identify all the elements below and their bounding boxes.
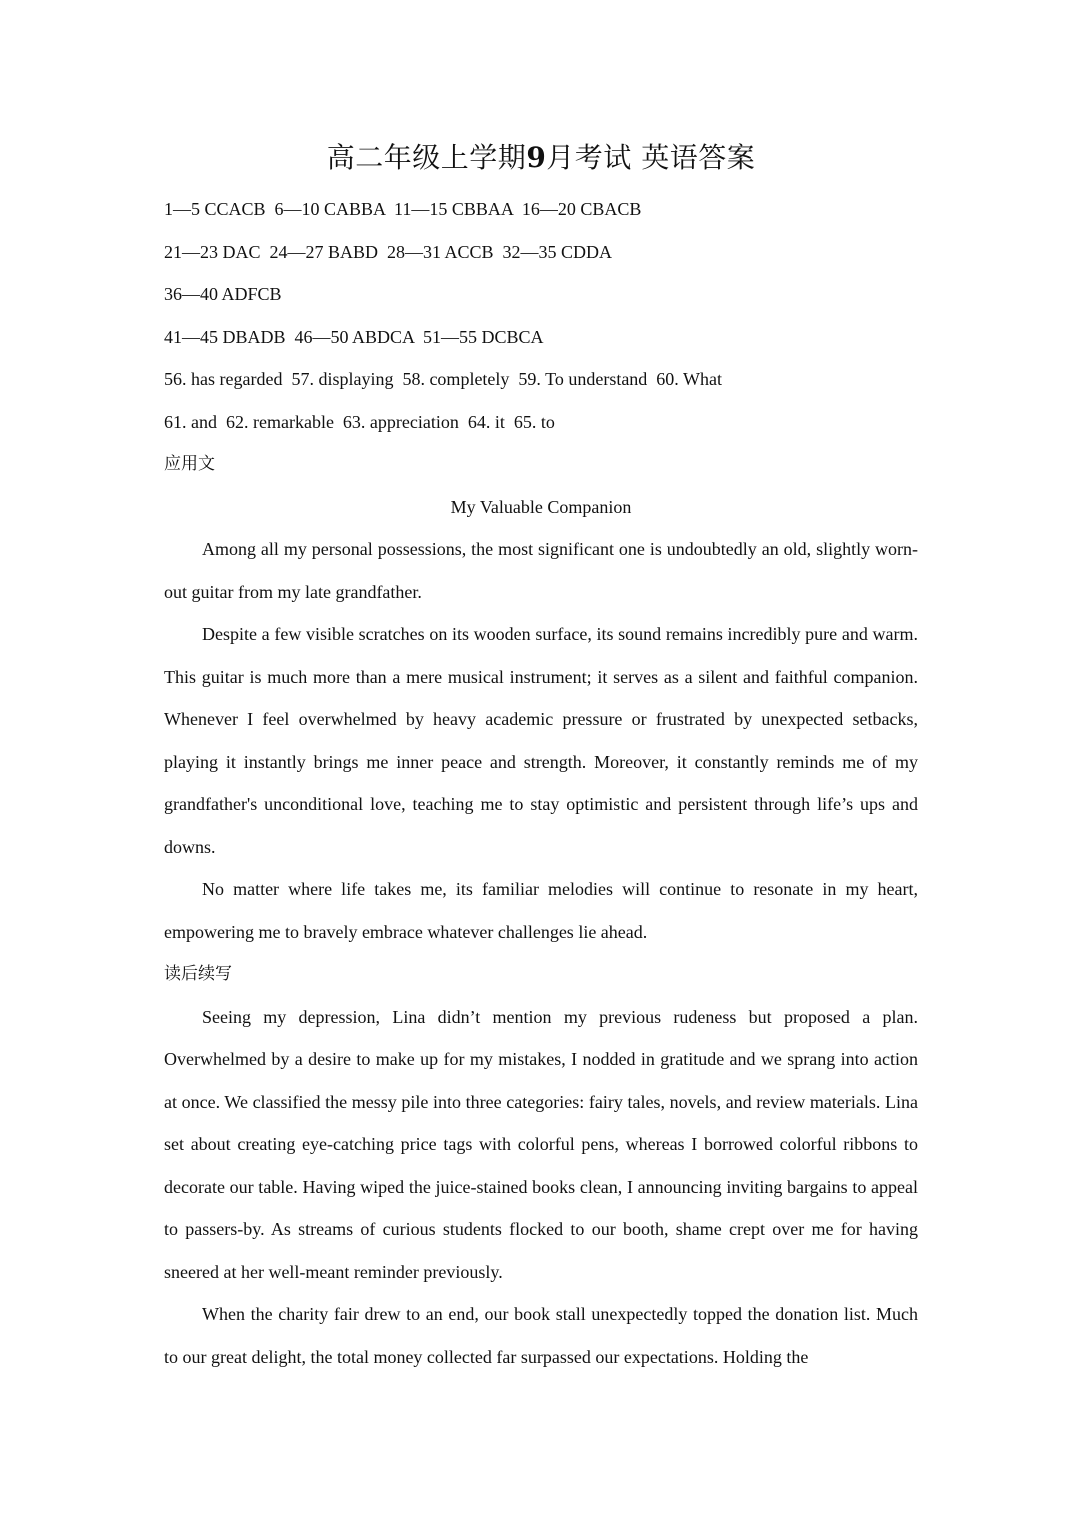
continuation-paragraph: Seeing my depression, Lina didn’t mention my previous rudeness but proposed a plan. Overwhelmed by a desire to make up for my mistakes, I nodded in gratitude and we sprang into action at once. We classified the messy pile into three categories: fairy tales, novels, and review materials. Lina set about creating eye-catching price tags with colorful pens, whereas I borrowed colorful ribbons to decorate our table. Having wiped the juice-stained books clean, I announcing inviting bargains to appeal to passers-by. As streams of curious students flocked to our booth, shame crept over me for having sneered at her well-meant reminder previously.: [164, 1006, 918, 1282]
section-heading-practical: 应用文: [164, 454, 215, 474]
title-suffix: 月考试 英语答案: [546, 141, 756, 174]
answer-line: 1—5 CCACB 6—10 CABBA 11—15 CBBAA 16—20 CBACB: [164, 199, 642, 219]
answer-line: 56. has regarded 57. displaying 58. completely 59. To understand 60. What: [164, 369, 722, 389]
answer-line: 41—45 DBADB 46—50 ABDCA 51—55 DCBCA: [164, 326, 544, 347]
answer-line: 36—40 ADFCB: [164, 284, 282, 304]
essay-paragraph: No matter where life takes me, its familiar melodies will continue to resonate in my heart, empowering me to bravely embrace whatever challenges lie ahead.: [164, 879, 918, 942]
document-title: [164, 138, 918, 178]
essay-title: My Valuable Companion: [450, 496, 632, 517]
title-number: 9: [526, 141, 547, 174]
answer-line: 21—23 DAC 24—27 BABD 28—31 ACCB 32—35 CDDA: [164, 241, 613, 262]
section-heading-continuation: 读后续写: [164, 964, 232, 984]
answer-line: 61. and 62. remarkable 63. appreciation 64. it 65. to: [164, 411, 555, 432]
title-prefix: 高二年级上学期: [326, 141, 527, 174]
continuation-paragraph: When the charity fair drew to an end, our book stall unexpectedly topped the donation list. Much to our great delight, the total money collected far surpassed our expectations. Holding the: [164, 1304, 918, 1367]
essay-paragraph: Among all my personal possessions, the most significant one is undoubtedly an old, slightly worn-out guitar from my late grandfather.: [164, 539, 918, 602]
essay-paragraph: Despite a few visible scratches on its wooden surface, its sound remains incredibly pure and warm. This guitar is much more than a mere musical instrument; it serves as a silent and faithful companion. Whenever I feel overwhelmed by heavy academic pressure or frustrated by unexpected setbacks, playing it instantly brings me inner peace and strength. Moreover, it constantly reminds me of my grandfather's unconditional love, teaching me to stay optimistic and persistent through life’s ups and downs.: [164, 624, 918, 857]
document-body: [164, 188, 918, 1378]
